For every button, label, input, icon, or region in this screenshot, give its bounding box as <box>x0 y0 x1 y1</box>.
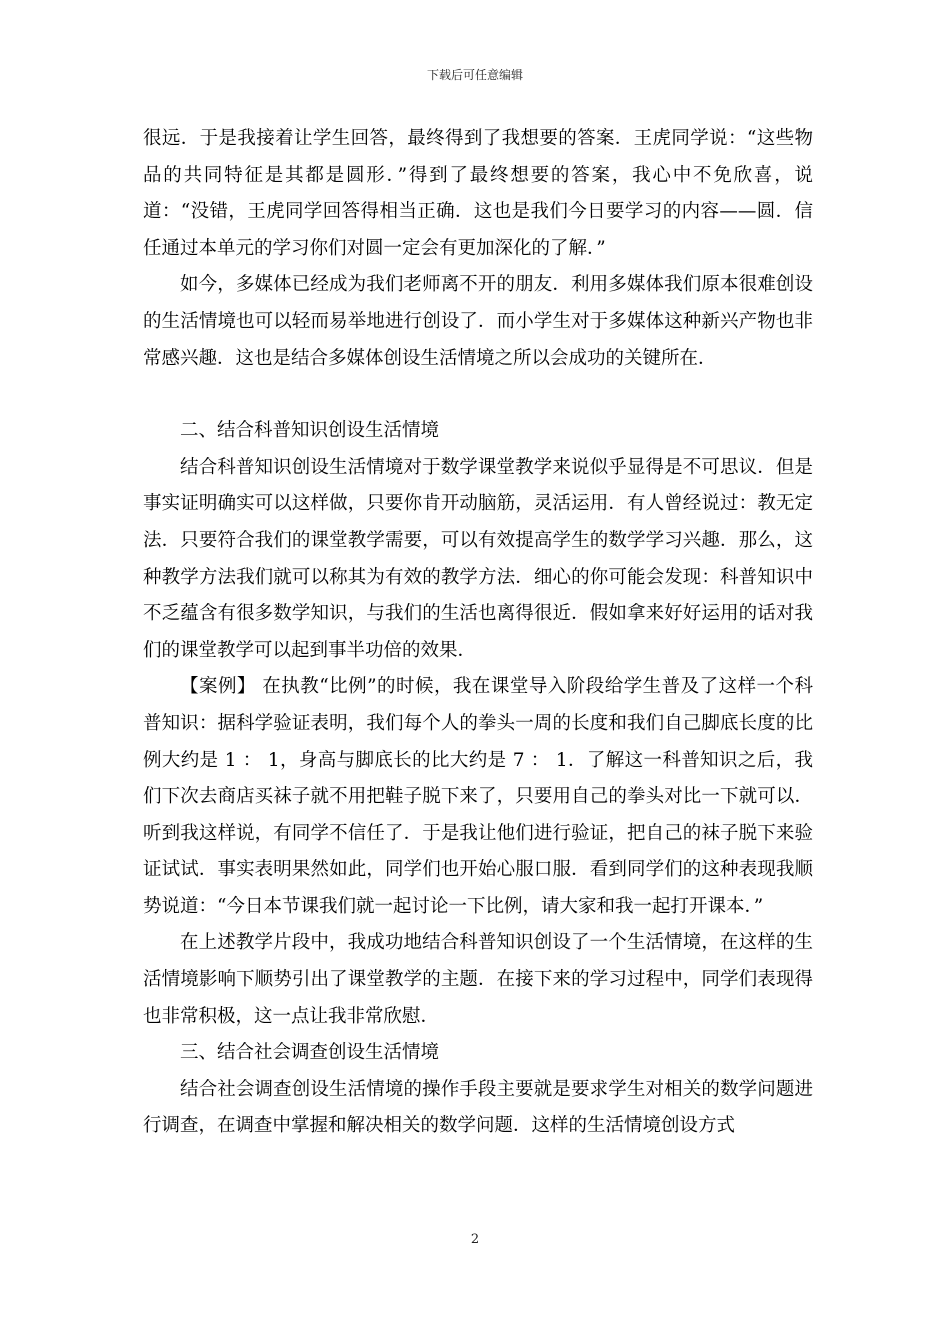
paragraph-science-knowledge: 结合科普知识创设生活情境对于数学课堂教学来说似乎显得是不可思议．但是事实证明确实可以这样做，只要你肯开动脑筋，灵活运用．有人曾经说过：教无定法．只要符合我们的课堂教学需要，可以有效提高学生的数学学习兴趣．那么，这种教学方法我们就可以称其为有效的教学方法．细心的你可能会发现：科普知识中不乏蕴含有很多数学知识，与我们的生活也离得很近．假如拿来好好运用的话对我们的课堂教学可以起到事半功倍的效果． <box>143 456 813 661</box>
section-heading-3: 三、结合社会调查创设生活情境 <box>180 1042 440 1064</box>
page-header: 下载后可任意编辑 <box>426 68 523 82</box>
section-spacer <box>143 377 813 413</box>
paragraph-continuation: 很远．于是我接着让学生回答，最终得到了我想要的答案．王虎同学说：“这些物品的共同特征是其都是圆形．”得到了最终想要的答案，我心中不免欣喜，说道：“没错，王虎同学回答得相当正确．这也是我们今日要学习的内容——圆．信任通过本单元的学习你们对圆一定会有更加深化的了解．” <box>143 128 813 259</box>
page-number: 2 <box>470 1232 480 1247</box>
paragraph-multimedia: 如今，多媒体已经成为我们老师离不开的朋友．利用多媒体我们原本很难创设的生活情境也可以轻而易举地进行创设了．而小学生对于多媒体这种新兴产物也非常感兴趣．这也是结合多媒体创设生活情境之所以会成功的关键所在． <box>143 274 813 369</box>
section-heading-2: 二、结合科普知识创设生活情境 <box>180 420 440 442</box>
paragraph-summary: 在上述教学片段中，我成功地结合科普知识创设了一个生活情境，在这样的生活情境影响下顺势引出了课堂教学的主题．在接下来的学习过程中，同学们表现得也非常积极，这一点让我非常欣慰． <box>143 932 813 1027</box>
paragraph-case-example: 【案例】 在执教“比例”的时候，我在课堂导入阶段给学生普及了这样一个科普知识：据科学验证表明，我们每个人的拳头一周的长度和我们自己脚底长度的比例大约是 1 ： 1，身高与脚底长的比大约是 7 ： 1．了解这一科普知识之后，我们下次去商店买袜子就不用把鞋子脱下来了，只要用自己的拳头对比一下就可以．听到我这样说，有同学不信任了．于是我让他们进行验证，把自己的袜子脱下来验证试试．事实表明果然如此，同学们也开始心服口服．看到同学们的这种表现我顺势说道：“今日本节课我们就一起讨论一下比例，请大家和我一起打开课本．” <box>143 676 813 917</box>
document-body <box>143 121 813 1145</box>
paragraph-social-survey: 结合社会调查创设生活情境的操作手段主要就是要求学生对相关的数学问题进行调查，在调查中掌握和解决相关的数学问题．这样的生活情境创设方式 <box>143 1078 813 1137</box>
